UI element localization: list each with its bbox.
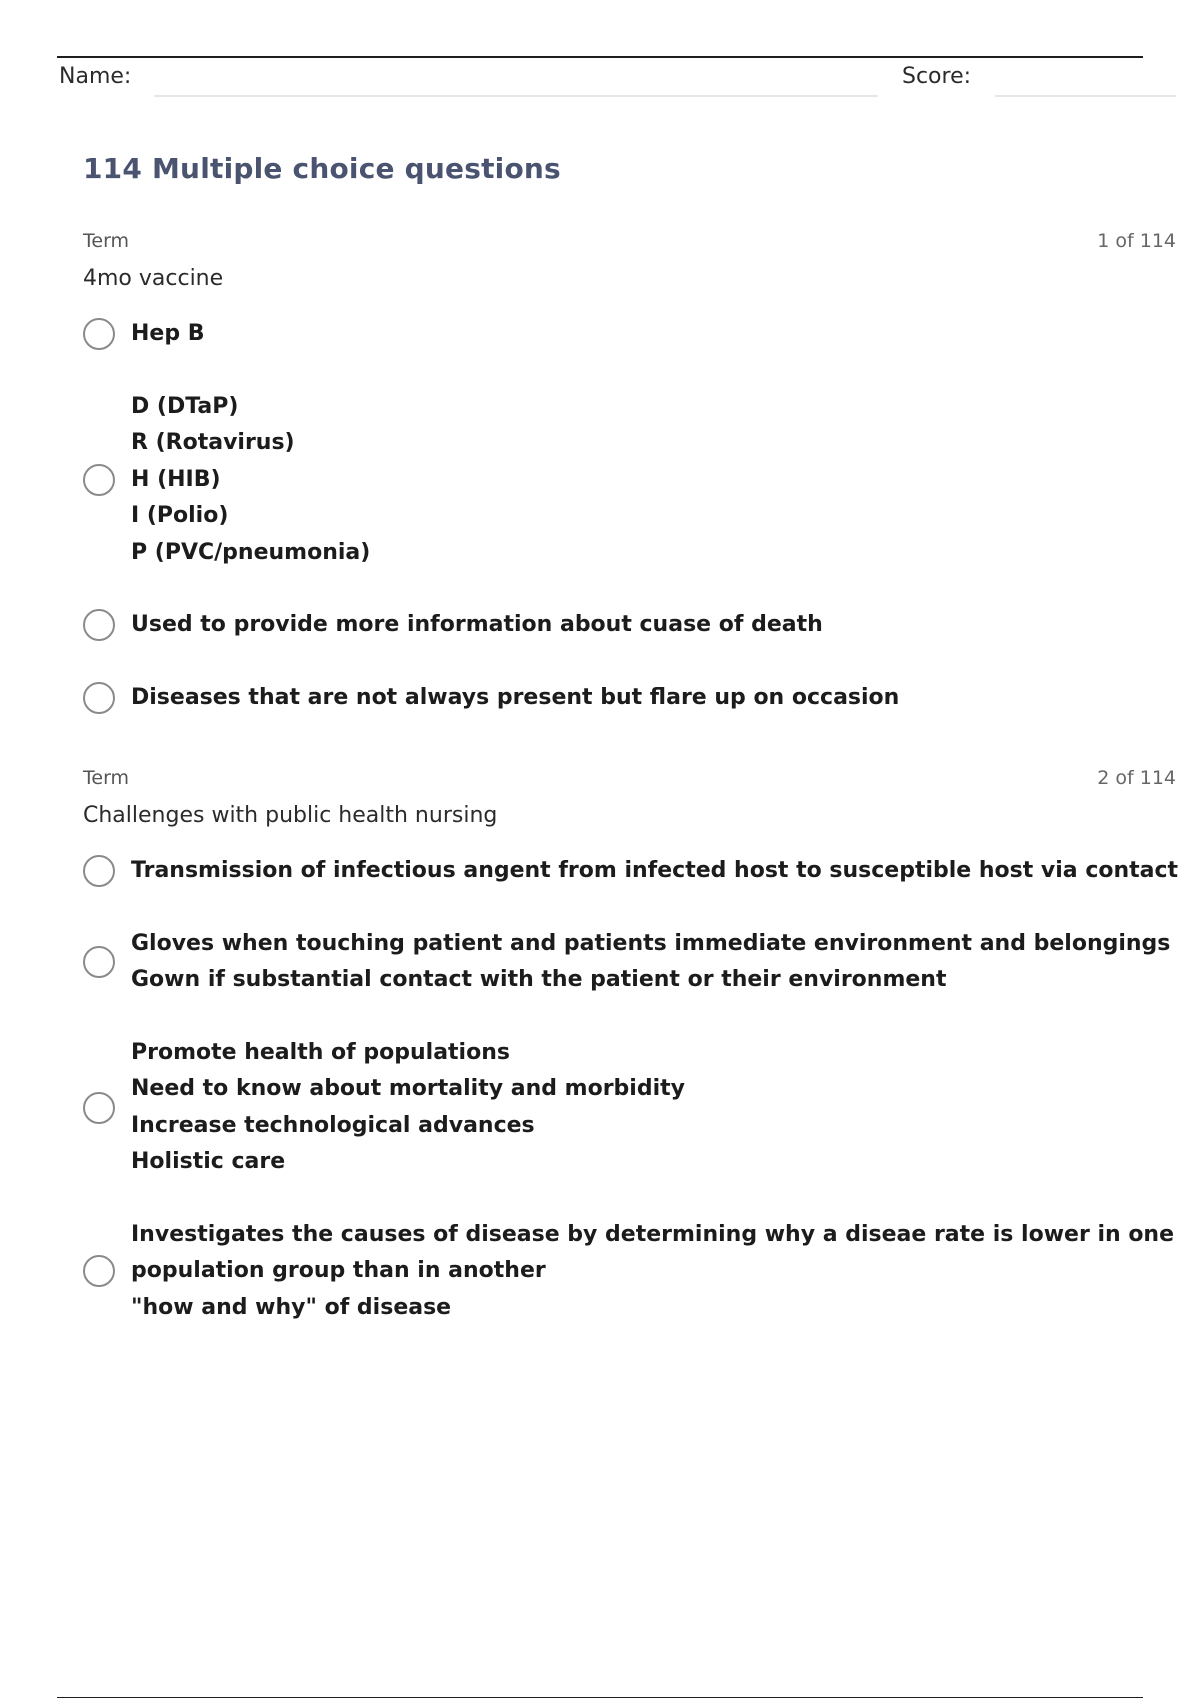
answer-option[interactable]: [83, 607, 1176, 644]
answer-text: Transmission of infectious angent from infected host to susceptible host via contact: [131, 858, 1179, 883]
answer-option[interactable]: [83, 680, 1176, 717]
radio-button[interactable]: [83, 609, 115, 641]
answer-text: Promote health of populations Need to know about mortality and morbidity Increase technological advances Holistic care: [131, 1039, 685, 1174]
answer-options: [83, 853, 1179, 1326]
top-rule: [57, 56, 1143, 58]
radio-button[interactable]: [83, 946, 115, 978]
radio-button[interactable]: [83, 464, 115, 496]
answer-text: Used to provide more information about cuase of death: [131, 612, 823, 637]
radio-button[interactable]: [83, 1092, 115, 1124]
answer-text: Diseases that are not always present but flare up on occasion: [131, 684, 900, 710]
answer-text: Hep B: [131, 321, 205, 346]
answer-option[interactable]: [83, 389, 1176, 572]
answer-options: [83, 316, 1176, 716]
answer-option[interactable]: [83, 926, 1176, 999]
question-counter: 2 of 114: [1097, 767, 1176, 789]
radio-button[interactable]: [83, 682, 115, 714]
radio-button[interactable]: [83, 855, 115, 887]
score-field[interactable]: [995, 95, 1176, 97]
answer-text: Investigates the causes of disease by determining why a diseae rate is lower in one population group than in another "how and why" of disease: [131, 1221, 1175, 1320]
answer-text: D (DTaP) R (Rotavirus) H (HIB) I (Polio) P (PVC/pneumonia): [131, 393, 371, 565]
question-counter: 1 of 114: [1097, 230, 1176, 252]
quiz-title: 114 Multiple choice questions: [83, 152, 561, 185]
term-label: Term: [83, 767, 130, 789]
radio-button[interactable]: [83, 1255, 115, 1287]
answer-option[interactable]: [83, 1217, 1176, 1327]
name-field[interactable]: [154, 95, 878, 97]
answer-option[interactable]: [83, 316, 1176, 353]
term-text: Challenges with public health nursing: [83, 803, 498, 828]
term-text: 4mo vaccine: [83, 266, 224, 291]
name-label: Name:: [59, 64, 132, 89]
answer-text: Gloves when touching patient and patients immediate environment and belongings Gown if substantial contact with the patient or their environment: [131, 930, 1171, 992]
answer-option[interactable]: [83, 853, 1179, 890]
bottom-rule: [57, 1697, 1143, 1698]
question-1: [83, 230, 1176, 752]
question-2: [83, 767, 1179, 1362]
answer-option[interactable]: [83, 1035, 1176, 1181]
term-label: Term: [83, 230, 130, 252]
radio-button[interactable]: [83, 318, 115, 350]
score-label: Score:: [902, 64, 972, 89]
